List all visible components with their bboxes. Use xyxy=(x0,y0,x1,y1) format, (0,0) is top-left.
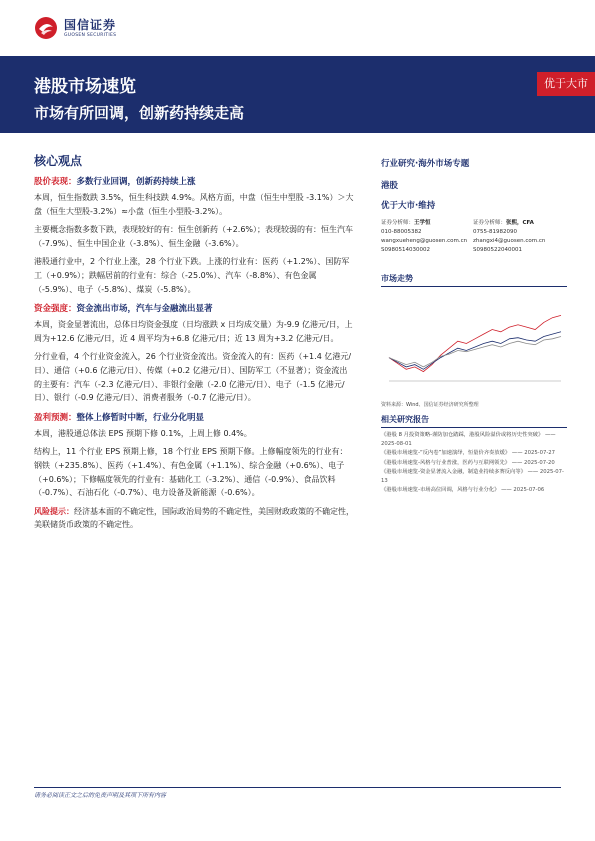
paragraph: 本周，恒生指数跌 3.5%，恒生科技跌 4.9%。风格方面，中盘（恒生中型股 -3.1%）＞大盘（恒生大型股-3.2%）≈小盘（恒生小型股-3.2%）。 xyxy=(34,193,354,216)
risk-warning xyxy=(34,505,354,532)
title-banner xyxy=(0,56,595,133)
related-reports-heading: 相关研究报告 xyxy=(381,414,567,428)
sector-name: 港股 xyxy=(381,181,399,191)
report-subtitle: 市场有所回调，创新药持续走高 xyxy=(34,104,245,122)
analyst-phone: 010-88005382 xyxy=(381,229,422,235)
series-line-0 xyxy=(389,315,561,371)
analyst-phone: 0755-81982090 xyxy=(473,229,517,235)
report-item[interactable]: 《港股市场速览-风格与行业普涨，医药与互联网领先》 —— 2025-07-20 xyxy=(381,459,555,466)
risk-label: 风险提示： xyxy=(34,506,74,516)
related-reports xyxy=(381,414,567,495)
core-views-heading: 核心观点 xyxy=(34,154,83,168)
report-title[interactable]: 《港股市场速览-风格与行业普涨，医药与互联网领先》 xyxy=(381,459,511,466)
analyst-card xyxy=(473,219,568,255)
analyst-name: 王学恒 xyxy=(414,220,431,226)
paragraph: 本周，港股通总体法 EPS 预期下修 0.1%，上周上修 0.4%。 xyxy=(34,428,252,438)
company-logo xyxy=(34,14,154,44)
footer-disclaimer: 请务必阅读正文之后的免责声明及其项下所有内容 xyxy=(34,792,167,799)
analyst-name: 张熙，CFA xyxy=(506,220,534,226)
analyst-license: S0980522040001 xyxy=(473,247,522,253)
report-category: 行业研究·海外市场专题 xyxy=(381,159,470,169)
report-list xyxy=(381,431,567,495)
analyst-email[interactable]: zhangxi4@guosen.com.cn xyxy=(473,238,546,244)
report-title: 港股市场速览 xyxy=(34,77,136,97)
sector-rating: 优于大市·维持 xyxy=(381,201,436,211)
paragraph: 主要概念指数多数下跌，表现较好的有：恒生创新药（+2.6%）；表现较弱的有：恒生汽车（-7.9%）、恒生中国企业（-3.8%）、恒生金融（-3.6%）。 xyxy=(34,225,354,248)
report-date: 2025-07-20 xyxy=(524,459,555,466)
market-trend-heading: 市场走势 xyxy=(381,273,567,287)
report-title[interactable]: 《港股市场速览-“反内卷”加速演绎，恒量价齐奏放缓》 xyxy=(381,450,511,456)
report-date: 2025-07-13 xyxy=(381,469,564,484)
main-column xyxy=(34,152,354,532)
analyst-block xyxy=(381,219,567,273)
paragraph: 港股通行业中，2 个行业上涨，28 个行业下跌。上涨的行业有：医药（+1.2%）、国防军工（+0.9%）；跌幅居前的行业有：综合（-25.0%）、汽车（-8.8%）、有色金属（-5.9%）、电子（-5.8%）、煤炭（-5.8%）。 xyxy=(34,257,350,294)
market-trend-chart xyxy=(381,291,567,399)
risk-text: 经济基本面的不确定性，国际政治局势的不确定性，美国财政政策的不确定性，美联储货币政策的不确定性。 xyxy=(34,506,354,530)
report-date: 2025-07-06 xyxy=(513,487,545,493)
report-date: 2025-08-01 xyxy=(381,440,412,447)
section-title: 整体上修暂时中断，行业分化明显 xyxy=(76,412,205,423)
section-heading-capital xyxy=(34,302,354,314)
analyst-email[interactable]: wangxueheng@guosen.com.cn xyxy=(381,238,468,244)
report-item[interactable]: 《港股市场速览-资金显著流入金融，制造业持续多赛反向等》 —— 2025-07-13 xyxy=(381,469,564,484)
rating-badge: 优于大市 xyxy=(537,72,595,96)
paragraph: 结构上，11 个行业 EPS 预期上修，18 个行业 EPS 预期下修。上修幅度领先的行业有：钢铁（+235.8%）、医药（+1.4%）、有色金属（+1.1%）、综合金融（+0.6%）、电子（+0.6%）；下修幅度领先的行业有：基础化工（-3.2%）、通信（-0.9%）、食品饮料（-0.7%）、石油石化（-0.7%）、电力设备及新能源（-0.6%）。 xyxy=(34,447,348,498)
logo-name-en: GUOSEN SECURITIES xyxy=(64,33,117,38)
logo-name-cn: 国信证券 xyxy=(64,18,117,32)
logo-icon xyxy=(34,16,58,40)
report-item[interactable]: 《港股 8 月投资策略-谨防加仓踏踩，港股风险溢价或将历史性突破》 —— 2025-08-01 xyxy=(381,432,556,447)
sidebar xyxy=(381,157,567,496)
chart-source: 资料来源：Wind、国信证券经济研究所整理 xyxy=(381,402,479,408)
footer-rule xyxy=(34,787,561,788)
report-item[interactable]: 《港股市场速览-市场高位回调，风格与行业分化》 —— 2025-07-06 xyxy=(381,487,545,493)
series-line-1 xyxy=(389,332,561,370)
analyst-license: S0980514030002 xyxy=(381,247,430,253)
section-label: 盈利预测： xyxy=(34,412,77,423)
analyst-card xyxy=(381,219,476,255)
analyst-role: 证券分析师： xyxy=(381,220,415,226)
section-label: 资金强度： xyxy=(34,304,77,315)
report-title[interactable]: 《港股市场速览-市场高位回调，风格与行业分化》 xyxy=(381,487,500,493)
paragraph: 分行业看，4 个行业资金流入，26 个行业资金流出。资金流入的有：医药（+1.4 亿港元/日）、通信（+0.6 亿港元/日）、传媒（+0.2 亿港元/日）、国防军工（不显著）；资金流出的主要有：汽车（-2.3 亿港元/日）、非银行金融（-2.0 亿港元/日）、电子（-1.5 亿港元/日）、银行（-0.9 亿港元/日）、消费者服务（-0.7 亿港元/日）。 xyxy=(34,352,352,403)
section-title: 资金流出市场，汽车与金融流出显著 xyxy=(76,304,213,315)
section-heading-performance xyxy=(34,175,354,187)
trend-chart-svg xyxy=(381,291,567,399)
report-item[interactable]: 《港股市场速览-“反内卷”加速演绎，恒量价齐奏放缓》 —— 2025-07-27 xyxy=(381,450,555,456)
section-label: 股价表现： xyxy=(34,177,77,187)
section-title: 多数行业回调，创新药持续上涨 xyxy=(76,177,196,187)
report-title[interactable]: 《港股 8 月投资策略-谨防加仓踏踩，港股风险溢价或将历史性突破》 xyxy=(381,432,544,438)
report-title[interactable]: 《港股市场速览-资金显著流入金融，制造业持续多赛反向等》 xyxy=(381,469,526,475)
report-date: 2025-07-27 xyxy=(524,450,555,456)
section-heading-earnings xyxy=(34,411,354,423)
paragraph: 本周，资金显著流出，总体日均资金强度（日均涨跌 x 日均成交量）为-9.9 亿港元/日，上周为+12.6 亿港元/日，近 4 周平均为+6.8 亿港元/日；近 13 周为+3.2 亿港元/日。 xyxy=(34,320,353,343)
analyst-role: 证券分析师： xyxy=(473,220,507,226)
